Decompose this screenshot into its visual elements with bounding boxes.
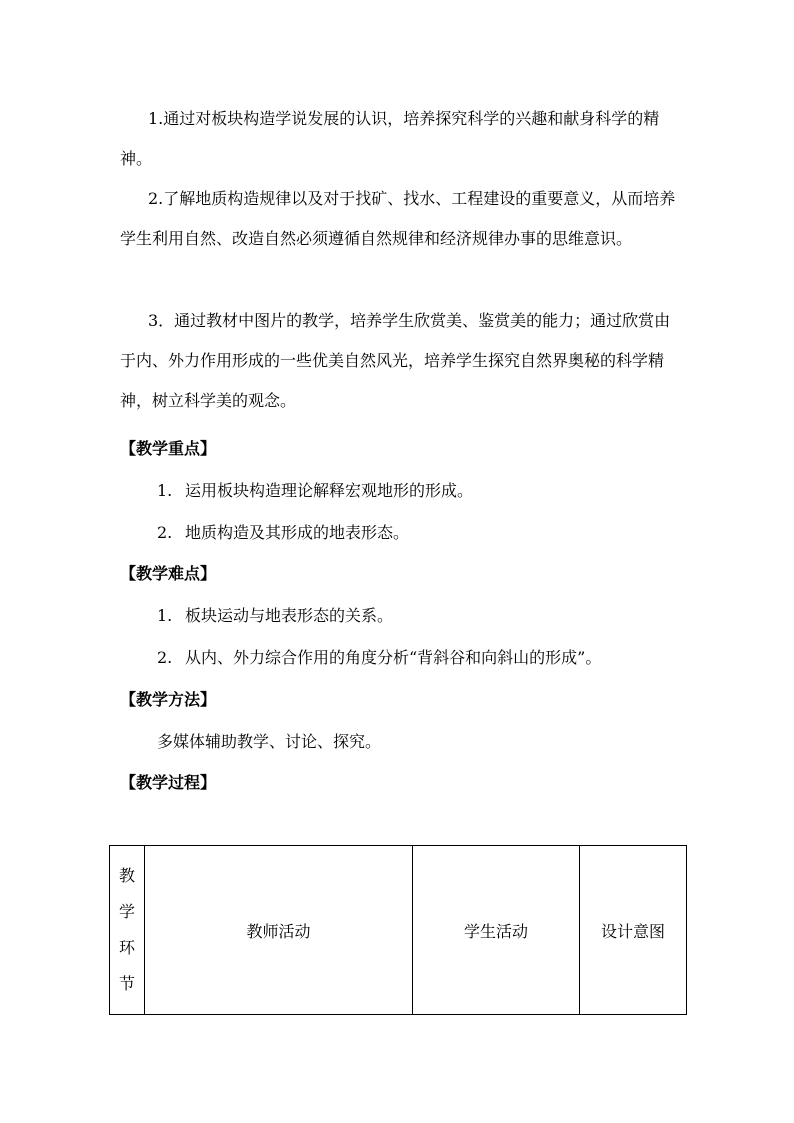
item-number: 2.: [157, 523, 173, 542]
item-text: 从内、外力综合作用的角度分析“背斜谷和向斜山的形成”。: [185, 648, 602, 667]
methods-heading: 【教学方法】: [120, 690, 217, 709]
item-text: 地质构造及其形成的地表形态。: [185, 523, 410, 542]
header-design-intent: 设计意图: [580, 846, 687, 1015]
header-stage: [110, 846, 145, 1015]
item-number: 1.: [157, 606, 173, 625]
key-points-heading: 【教学重点】: [120, 439, 217, 458]
item-text: 板块运动与地表形态的关系。: [185, 606, 394, 625]
objective-3: 3．通过教材中图片的教学，培养学生欣赏美、鉴赏美的能力；通过欣赏由于内、外力作用形成的一些优美自然风光，培养学生探究自然界奥秘的科学精神，树立科学美的观念。: [120, 311, 671, 410]
objective-1: 1.通过对板块构造学说发展的认识，培养探究科学的兴趣和献身科学的精神。: [120, 109, 660, 168]
difficulty-item: [157, 638, 601, 678]
header-stage-char: 学: [118, 902, 135, 921]
difficulties-heading: 【教学难点】: [120, 564, 217, 583]
item-text: 运用板块构造理论解释宏观地形的形成。: [185, 481, 474, 500]
header-student-activity: 学生活动: [413, 846, 580, 1015]
header-stage-char: 环: [118, 938, 135, 957]
process-heading: 【教学过程】: [120, 773, 217, 792]
methods-text: 多媒体辅助教学、讨论、探究。: [157, 732, 382, 751]
item-number: 2.: [157, 648, 173, 667]
difficulty-item: [157, 596, 393, 636]
header-stage-char: 节: [118, 974, 135, 993]
objective-2: 2.了解地质构造规律以及对于找矿、找水、工程建设的重要意义，从而培养学生利用自然、改造自然必须遵循自然规律和经济规律办事的思维意识。: [120, 189, 676, 248]
header-teacher-activity: 教师活动: [145, 846, 413, 1015]
header-stage-char: 教: [118, 866, 135, 885]
table-header-row: [110, 846, 687, 1015]
key-point-item: [157, 513, 409, 553]
item-number: 1.: [157, 481, 173, 500]
key-point-item: [157, 471, 473, 511]
process-table: [109, 845, 687, 1015]
